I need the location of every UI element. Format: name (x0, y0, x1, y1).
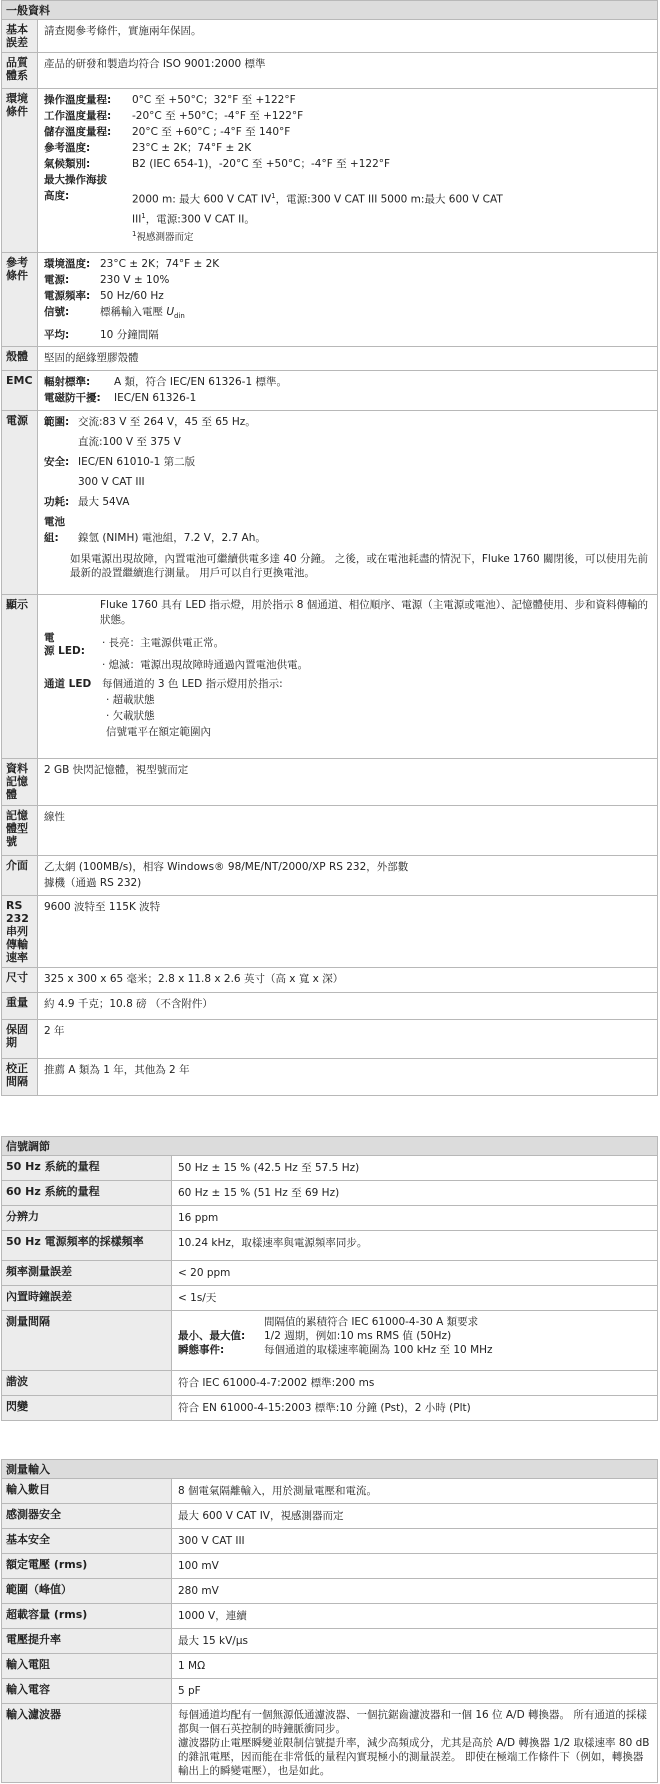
spec-label: 頻率測量誤差 (2, 1261, 172, 1286)
spec-value: 300 V CAT III (172, 1529, 658, 1554)
display-power-led-off: · 熄滅：電源出現故障時通過內置電池供電。 (102, 659, 309, 672)
env-altitude-value-1: 2000 m: 最大 600 V CAT IV (132, 193, 272, 206)
spec-label: 輸入數目 (2, 1479, 172, 1504)
weight-label: 重量 (2, 993, 38, 1020)
ref-power-key: 電源: (44, 274, 70, 286)
display-label: 顯示 (2, 595, 38, 759)
spec-value: 10.24 kHz，取樣速率與電源頻率同步。 (172, 1231, 658, 1261)
display-channel-led-overload: · 超載狀態 (106, 694, 155, 707)
spec-value: 1 MΩ (172, 1654, 658, 1679)
filter-paragraph-1: 每個通道均配有一個無源低通濾波器、一個抗鋸齒濾波器和一個 16 位 A/D 轉換器。 所有通道的採樣都與一個石英控制的時鐘脈衝同步。 (178, 1709, 647, 1736)
ref-signal-subscript: din (174, 312, 185, 321)
env-altitude-key-2: 高度: (44, 190, 70, 202)
power-battery-key-2: 組: (44, 532, 59, 545)
rs232-value: 9600 波特至 115K 波特 (38, 896, 658, 968)
spec-label: 諧波 (2, 1371, 172, 1396)
spec-value: < 1s/天 (172, 1286, 658, 1311)
interval-label: 測量間隔 (2, 1311, 172, 1371)
spec-value: 8 個電氣隔離輸入，用於測量電壓和電流。 (172, 1479, 658, 1504)
power-values (38, 411, 658, 595)
spec-value: 最大 600 V CAT IV，視感測器而定 (172, 1504, 658, 1529)
spec-row (2, 1206, 658, 1231)
emc-immunity-key: 電磁防干擾: (44, 392, 101, 405)
spec-value: < 20 ppm (172, 1261, 658, 1286)
general-specs-table (1, 0, 658, 1096)
spec-label: 電壓提升率 (2, 1629, 172, 1654)
env-work-temp-value: -20°C 至 +50°C；-4°F 至 +122°F (132, 110, 304, 122)
memtype-value: 線性 (38, 806, 658, 856)
calib-label: 校正間隔 (2, 1059, 38, 1096)
spec-value: 280 mV (172, 1579, 658, 1604)
env-altitude-note: 視感測器而定 (136, 232, 194, 244)
env-altitude-key-1: 最大操作海拔 (44, 174, 107, 186)
env-label: 環境條件 (2, 89, 38, 253)
emc-immunity-value: IEC/EN 61326-1 (114, 392, 197, 405)
filter-label: 輸入濾波器 (2, 1704, 172, 1783)
spec-value: 60 Hz ± 15 % (51 Hz 至 69 Hz) (172, 1181, 658, 1206)
env-altitude-footnote-2: 1 (141, 211, 146, 220)
spec-row (2, 1286, 658, 1311)
spec-row (2, 1604, 658, 1629)
interface-value-2: 據機（通過 RS 232) (44, 877, 142, 890)
quality-label: 品質體系 (2, 53, 38, 89)
display-power-led-key-1: 電 (44, 632, 55, 645)
spec-label: 50 Hz 電源頻率的採樣頻率 (2, 1231, 172, 1261)
display-channel-led-normal: 信號電平在額定範圍內 (106, 726, 211, 739)
memory-value: 2 GB 快閃記憶體，視型號而定 (38, 759, 658, 806)
ref-temp-key: 環境溫度: (44, 258, 91, 270)
power-range-value-2: 直流:100 V 至 375 V (78, 436, 181, 449)
display-intro: Fluke 1760 具有 LED 指示燈，用於指示 8 個通道、相位順序、電源（主電源或電池）、記憶體使用、步和資料傳輸的狀態。 (100, 599, 649, 627)
display-channel-led-key: 通道 LED (44, 678, 92, 691)
conditioning-table (1, 1136, 658, 1421)
spec-row (2, 1231, 658, 1261)
spec-label: 內置時鐘誤差 (2, 1286, 172, 1311)
env-work-temp-key: 工作溫度量程: (44, 110, 112, 122)
spec-row (2, 1396, 658, 1421)
spec-label: 基本安全 (2, 1529, 172, 1554)
power-safety-key: 安全: (44, 456, 70, 469)
spec-label: 範圍（峰值） (2, 1579, 172, 1604)
power-range-key: 範圍: (44, 416, 70, 429)
warranty-value: 2 年 (38, 1020, 658, 1059)
weight-value: 約 4.9 千克；10.8 磅 （不含附件） (38, 993, 658, 1020)
env-altitude-footnote-1: 1 (271, 192, 276, 200)
spec-value: 符合 EN 61000-4-15:2003 標準:10 分鐘 (Pst)，2 小時 (Plt) (172, 1396, 658, 1421)
spec-label: 分辨力 (2, 1206, 172, 1231)
interval-transient-value: 每個通道的取樣速率範圍為 100 kHz 至 10 MHz (264, 1344, 493, 1357)
display-values (38, 595, 658, 759)
ref-signal-value: 標稱輸入電壓 (100, 306, 163, 318)
spec-row (2, 1629, 658, 1654)
env-altitude-value-2b: ，電源:300 V CAT II。 (145, 213, 255, 225)
spec-row (2, 1181, 658, 1206)
interface-value-1: 乙太網 (100MB/s)，相容 Windows® 98/ME/NT/2000/XP RS 232，外部數 (44, 861, 409, 874)
ref-power-value: 230 V ± 10% (100, 274, 170, 286)
env-ref-temp-value: 23°C ± 2K；74°F ± 2K (132, 142, 252, 154)
inputs-table (1, 1459, 658, 1783)
display-channel-led-value: 每個通道的 3 色 LED 指示燈用於指示: (102, 678, 283, 691)
calib-value: 推薦 A 類為 1 年，其他為 2 年 (38, 1059, 658, 1096)
spec-value: 100 mV (172, 1554, 658, 1579)
interval-minmax-value: 1/2 週期，例如:10 ms RMS 值 (50Hz) (264, 1330, 452, 1343)
quality-value: 產品的研發和製造均符合 ISO 9001:2000 標準 (38, 53, 658, 89)
ref-freq-value: 50 Hz/60 Hz (100, 290, 164, 302)
filter-paragraph-2: 濾波器防止電壓瞬變並限制信號提升率，減少高頻成分，尤其是高於 A/D 轉換器 1/2 取樣速率 80 dB 的雜訊電壓，因而能在非常低的量程內實現極小的測量誤差。 即使在極端工作條件下（例如，轉換器輸出上的瞬變電壓），也是如此。 (178, 1737, 650, 1778)
spec-row (2, 1479, 658, 1504)
emc-values (38, 371, 658, 411)
spec-row (2, 1654, 658, 1679)
ref-values (38, 253, 658, 347)
spec-value: 16 ppm (172, 1206, 658, 1231)
power-battery-value: 鎳氫 (NIMH) 電池組，7.2 V，2.7 Ah。 (78, 532, 266, 545)
env-op-temp-key: 操作溫度量程: (44, 94, 112, 106)
spec-label: 輸入電阻 (2, 1654, 172, 1679)
spec-row (2, 1579, 658, 1604)
rs232-label: RS 232 串列傳輸速率 (2, 896, 38, 968)
ref-signal-symbol: U (166, 306, 175, 318)
spec-row (2, 1529, 658, 1554)
spec-label: 閃變 (2, 1396, 172, 1421)
case-value: 堅固的絕緣塑膠殼體 (38, 347, 658, 371)
power-label: 電源 (2, 411, 38, 595)
spec-value: 符合 IEC 61000-4-7:2002 標準:200 ms (172, 1371, 658, 1396)
general-title: 一般資料 (2, 1, 658, 20)
memtype-label: 記憶體型號 (2, 806, 38, 856)
emc-emission-value: A 類，符合 IEC/EN 61326-1 標準。 (114, 376, 287, 389)
env-store-temp-value: 20°C 至 +60°C ; -4°F 至 140°F (132, 126, 291, 138)
env-climate-value: B2 (IEC 654-1)，-20°C 至 +50°C；-4°F 至 +122°F (132, 158, 391, 170)
memory-label: 資料記憶體 (2, 759, 38, 806)
display-channel-led-underload: · 欠載狀態 (106, 710, 155, 723)
spec-label: 輸入電容 (2, 1679, 172, 1704)
spec-label: 60 Hz 系統的量程 (2, 1181, 172, 1206)
interval-values (172, 1311, 658, 1371)
spec-row (2, 1504, 658, 1529)
emc-emission-key: 輻射標準: (44, 376, 91, 389)
interval-minmax-key: 最小、最大值: (178, 1330, 246, 1343)
spec-row (2, 1156, 658, 1181)
spec-row (2, 1554, 658, 1579)
power-battery-key-1: 電池 (44, 516, 65, 529)
env-altitude-value-1b: ，電源:300 V CAT III 5000 m:最大 600 V CAT (275, 193, 503, 206)
spec-row (2, 1261, 658, 1286)
ref-avg-key: 平均: (44, 329, 70, 342)
env-altitude-value-2: III (132, 213, 142, 225)
display-power-led-key-2: 源 LED: (44, 645, 85, 658)
interval-transient-key: 瞬態事件: (178, 1344, 225, 1357)
env-op-temp-value: 0°C 至 +50°C；32°F 至 +122°F (132, 94, 296, 106)
spec-label: 超載容量 (rms) (2, 1604, 172, 1629)
spec-value: 最大 15 kV/µs (172, 1629, 658, 1654)
spec-row (2, 1679, 658, 1704)
spec-label: 感測器安全 (2, 1504, 172, 1529)
power-note: 如果電源出現故障，內置電池可繼續供電多達 40 分鐘。 之後，或在電池耗盡的情況下，Fluke 1760 關閉後，可以使用先前最新的設置繼續進行測量。 用戶可以自行更換電池。 (70, 553, 649, 580)
accuracy-value: 請查閱參考條件，實施兩年保固。 (38, 20, 658, 53)
env-climate-key: 氣候類別: (44, 158, 91, 170)
ref-temp-value: 23°C ± 2K；74°F ± 2K (100, 258, 220, 270)
env-values (38, 89, 658, 253)
spec-label: 50 Hz 系統的量程 (2, 1156, 172, 1181)
spec-label: 額定電壓 (rms) (2, 1554, 172, 1579)
size-value: 325 x 300 x 65 毫米；2.8 x 11.8 x 2.6 英寸（高 x 寬 x 深） (38, 968, 658, 993)
emc-label: EMC (2, 371, 38, 411)
env-store-temp-key: 儲存溫度量程: (44, 126, 112, 138)
spec-value: 50 Hz ± 15 % (42.5 Hz 至 57.5 Hz) (172, 1156, 658, 1181)
env-note-footnote: 1 (132, 230, 137, 238)
power-range-value-1: 交流:83 V 至 264 V，45 至 65 Hz。 (78, 416, 256, 429)
ref-label: 參考條件 (2, 253, 38, 347)
accuracy-label: 基本誤差 (2, 20, 38, 53)
spec-value: 5 pF (172, 1679, 658, 1704)
ref-freq-key: 電源頻率: (44, 290, 91, 302)
warranty-label: 保固期 (2, 1020, 38, 1059)
power-safety-value-2: 300 V CAT III (78, 476, 145, 489)
spec-row (2, 1371, 658, 1396)
size-label: 尺寸 (2, 968, 38, 993)
env-ref-temp-key: 參考溫度: (44, 142, 91, 154)
ref-avg-value: 10 分鐘間隔 (100, 329, 159, 342)
power-consume-value: 最大 54VA (78, 496, 130, 509)
display-power-led-on: · 長亮：主電源供電正常。 (102, 637, 225, 650)
power-consume-key: 功耗: (44, 496, 70, 509)
spec-value: 1000 V，連續 (172, 1604, 658, 1629)
case-label: 殼體 (2, 347, 38, 371)
ref-signal-key: 信號: (44, 306, 70, 318)
interval-line-1: 間隔值的累積符合 IEC 61000-4-30 A 類要求 (264, 1316, 479, 1329)
conditioning-title: 信號調節 (2, 1137, 658, 1156)
interface-values (38, 856, 658, 896)
interface-label: 介面 (2, 856, 38, 896)
inputs-title: 測量輸入 (2, 1460, 658, 1479)
filter-values (172, 1704, 658, 1783)
power-safety-value-1: IEC/EN 61010-1 第二版 (78, 456, 196, 469)
